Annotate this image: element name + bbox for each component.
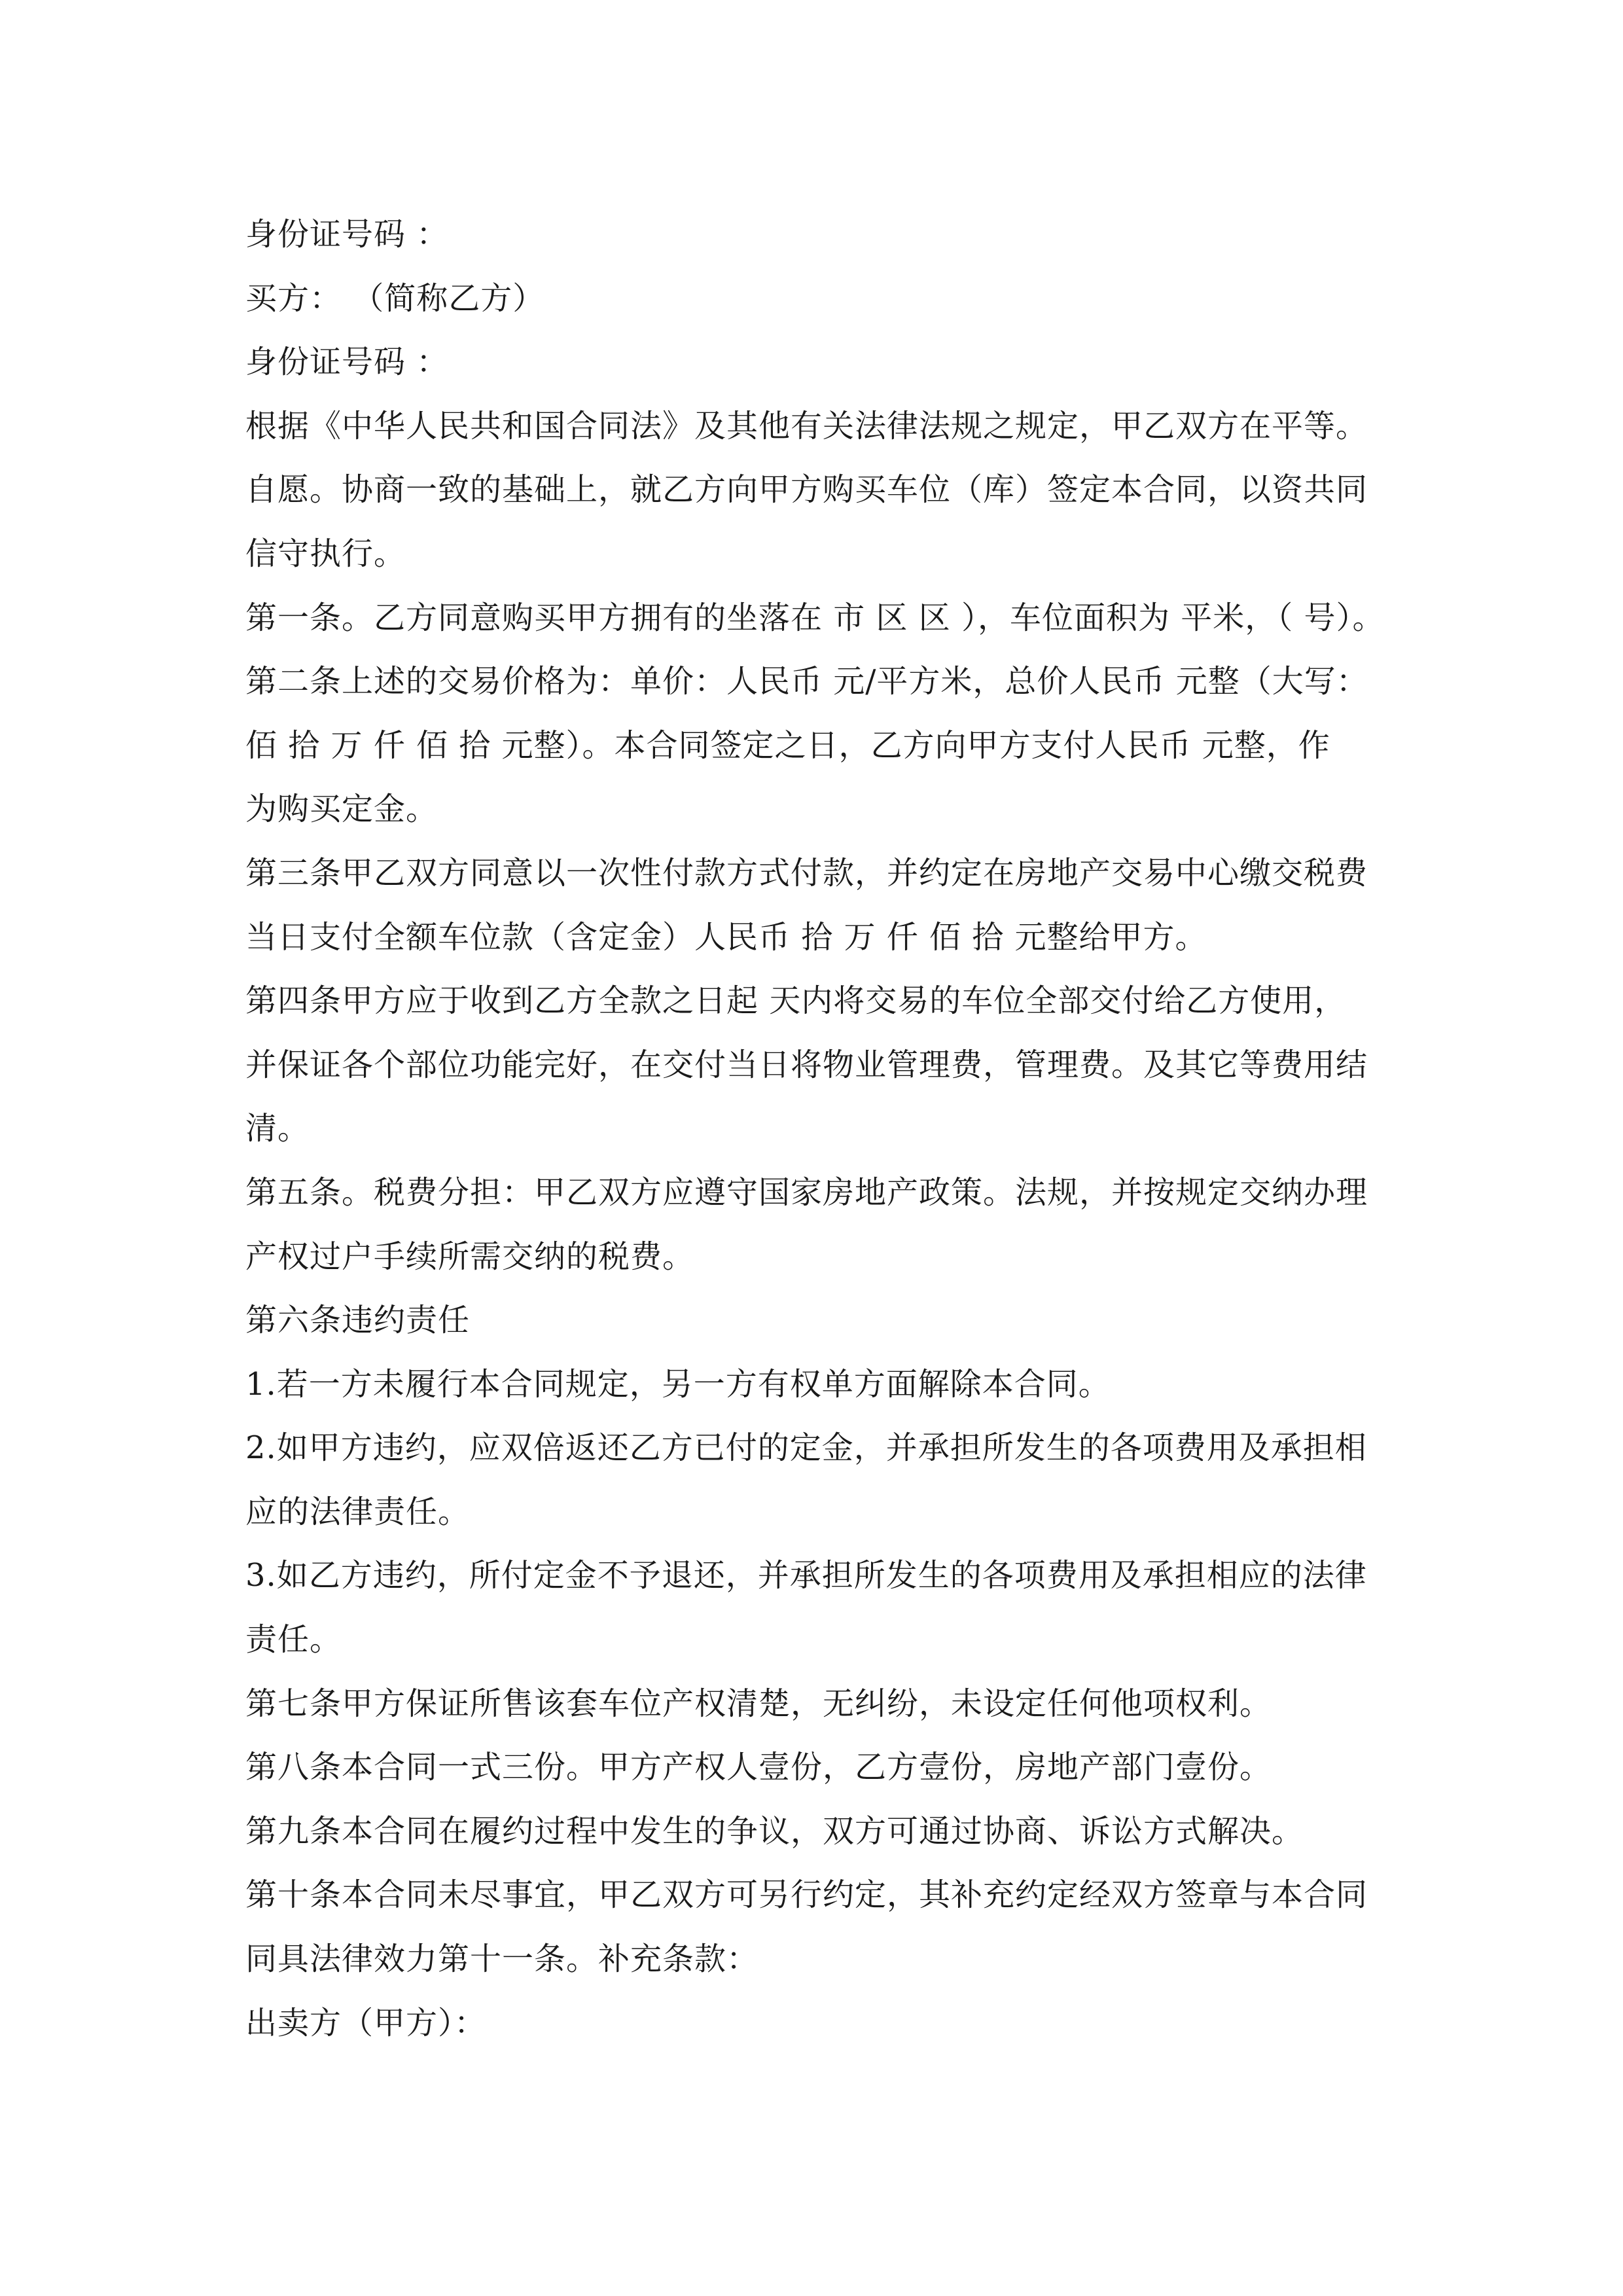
preamble-line-2: 自愿。协商一致的基础上，就乙方向甲方购买车位（库）签定本合同，以资共同 — [245, 471, 1368, 509]
seller-signature-line: 出卖方（甲方）： — [245, 2004, 487, 2041]
article-5-line-2: 产权过户手续所需交纳的税费。 — [245, 1238, 695, 1275]
article-2-line-3: 为购买定金。 — [245, 791, 438, 828]
article-6-item-2-line-1: 2.如甲方违约，应双倍返还乙方已付的定金，并承担所发生的各项费用及承担相 — [245, 1429, 1367, 1467]
article-9: 第九条本合同在履约过程中发生的争议，双方可通过协商、诉讼方式解决。 — [245, 1812, 1304, 1850]
article-3-line-1: 第三条甲乙双方同意以一次性付款方式付款，并约定在房地产交易中心缴交税费 — [245, 854, 1368, 891]
article-6-heading: 第六条违约责任 — [245, 1302, 471, 1339]
preamble-line-3: 信守执行。 — [245, 535, 406, 572]
seller-id-number-line: 身份证号码 ： — [245, 216, 449, 253]
article-10-line-2: 同具法律效力第十一条。补充条款： — [245, 1941, 759, 1978]
preamble-line-1: 根据《中华人民共和国合同法》及其他有关法律法规之规定，甲乙双方在平等。 — [245, 407, 1368, 444]
article-1: 第一条。乙方同意购买甲方拥有的坐落在 市 区 区 ），车位面积为 平米，（ 号）。 — [245, 599, 1385, 636]
article-10-line-1: 第十条本合同未尽事宜，甲乙双方可另行约定，其补充约定经双方签章与本合同 — [245, 1876, 1368, 1914]
article-2-line-1: 第二条上述的交易价格为：单价：人民币 元/平方米，总价人民币 元整（大写： — [245, 663, 1368, 700]
article-6-item-3-line-1: 3.如乙方违约，所付定金不予退还，并承担所发生的各项费用及承担相应的法律 — [245, 1557, 1367, 1594]
article-4-line-3: 清。 — [245, 1110, 310, 1147]
buyer-line: 买方： （简称乙方） — [245, 279, 545, 317]
article-4-line-1: 第四条甲方应于收到乙方全款之日起 天内将交易的车位全部交付给乙方使用， — [245, 982, 1347, 1020]
article-6-item-2-line-2: 应的法律责任。 — [245, 1493, 471, 1530]
article-6-item-3-line-2: 责任。 — [245, 1621, 342, 1659]
article-2-line-2: 佰 拾 万 仟 佰 拾 元整）。本合同签定之日，乙方向甲方支付人民币 元整，作 — [245, 726, 1330, 764]
article-7: 第七条甲方保证所售该套车位产权清楚，无纠纷，未设定任何他项权利。 — [245, 1685, 1272, 1722]
buyer-id-number-line: 身份证号码 ： — [245, 344, 449, 381]
article-3-line-2: 当日支付全额车位款（含定金）人民币 拾 万 仟 佰 拾 元整给甲方。 — [245, 918, 1207, 956]
article-6-item-1: 1.若一方未履行本合同规定，另一方有权单方面解除本合同。 — [245, 1365, 1111, 1403]
article-4-line-2: 并保证各个部位功能完好，在交付当日将物业管理费，管理费。及其它等费用结 — [245, 1046, 1368, 1083]
contract-body — [245, 203, 1387, 2055]
article-8: 第八条本合同一式三份。甲方产权人壹份，乙方壹份，房地产部门壹份。 — [245, 1749, 1272, 1786]
article-5-line-1: 第五条。税费分担：甲乙双方应遵守国家房地产政策。法规，并按规定交纳办理 — [245, 1174, 1368, 1211]
